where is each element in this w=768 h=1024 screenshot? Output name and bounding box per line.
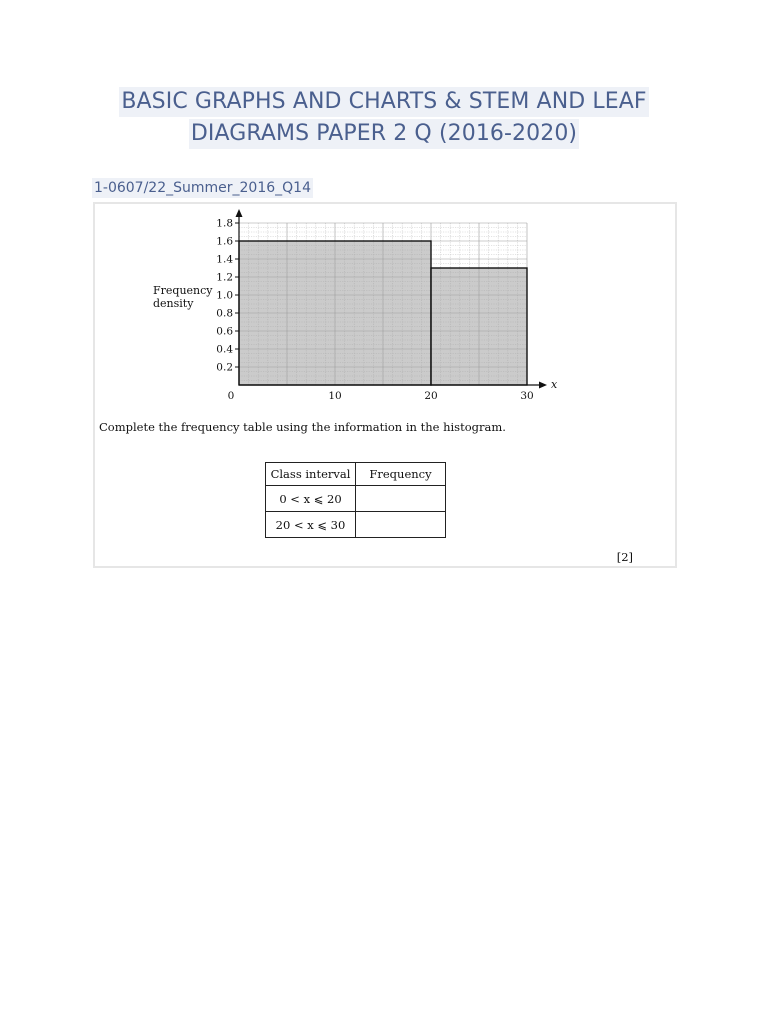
marks-label: [2] — [616, 550, 633, 564]
table-row — [266, 512, 446, 538]
y-tick-label: 1.6 — [216, 235, 233, 248]
y-tick-label: 0.6 — [216, 325, 233, 338]
question-reference: 1-0607/22_Summer_2016_Q14 — [94, 180, 311, 196]
title-line-1: BASIC GRAPHS AND CHARTS & STEM AND LEAF — [119, 87, 648, 117]
y-axis-arrow — [236, 209, 243, 217]
y-tick-label: 0.8 — [216, 307, 233, 320]
y-axis-label: Frequency density — [153, 284, 213, 310]
chart-bars — [239, 241, 527, 385]
y-tick-label: 0.4 — [216, 343, 233, 356]
x-tick-label: 10 — [328, 390, 342, 402]
interval-cell: 20 < x ⩽ 30 — [266, 512, 356, 538]
x-axis-arrow — [539, 382, 547, 389]
y-tick-label: 1.0 — [216, 289, 233, 302]
histogram-bar-2 — [431, 268, 527, 385]
header-class-interval: Class interval — [266, 463, 356, 486]
y-tick-label: 0.2 — [216, 361, 233, 374]
question-panel — [93, 202, 677, 568]
frequency-cell[interactable] — [356, 512, 446, 538]
x-tick-label: 0 — [227, 390, 235, 402]
y-tick-label: 1.4 — [216, 253, 233, 266]
histogram-bar-1 — [239, 241, 431, 385]
table-header-row — [266, 463, 446, 486]
page-title — [0, 86, 768, 150]
question-text: Complete the frequency table using the information in the histogram. — [99, 420, 506, 434]
x-axis-label: x — [551, 378, 558, 391]
x-tick-label: 30 — [520, 390, 534, 402]
histogram-chart — [95, 204, 675, 414]
table-row — [266, 486, 446, 512]
title-line-2: DIAGRAMS PAPER 2 Q (2016-2020) — [189, 119, 579, 149]
x-tick-label: 20 — [424, 390, 438, 402]
frequency-table — [265, 462, 446, 538]
header-frequency: Frequency — [356, 463, 446, 486]
y-tick-label: 1.2 — [216, 271, 233, 284]
frequency-cell[interactable] — [356, 486, 446, 512]
y-tick-label: 1.8 — [216, 217, 233, 230]
interval-cell: 0 < x ⩽ 20 — [266, 486, 356, 512]
